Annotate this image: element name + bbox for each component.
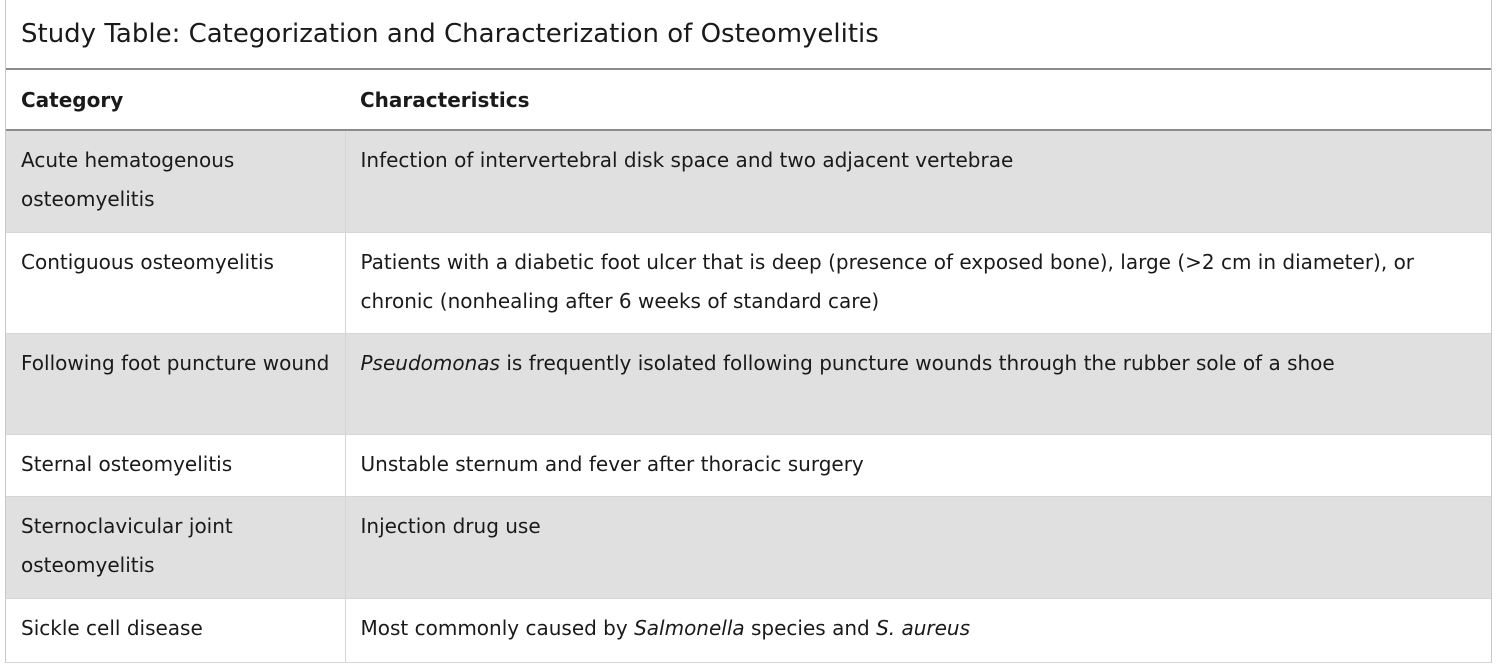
study-table (6, 70, 1491, 663)
characteristics-cell (345, 333, 1491, 434)
table-row (6, 333, 1491, 434)
table-body (6, 130, 1491, 662)
study-table-container (5, 0, 1492, 663)
table-row (6, 598, 1491, 662)
table-row (6, 496, 1491, 598)
characteristics-cell (345, 232, 1491, 333)
organism-name-italic: Salmonella (634, 615, 745, 640)
characteristics-text: Patients with a diabetic foot ulcer that is deep (presence of exposed bone), large (>2 cm in diameter), or chronic (nonhealing after 6 weeks of standard care) (360, 249, 1415, 313)
characteristics-cell (345, 598, 1491, 662)
table-header (6, 70, 1491, 130)
characteristics-text: is frequently isolated following puncture wounds through the rubber sole of a shoe (499, 350, 1335, 375)
characteristics-cell (345, 130, 1491, 232)
category-cell: Contiguous osteomyelitis (6, 232, 345, 333)
characteristics-text: Most commonly caused by (360, 615, 635, 640)
characteristics-text: Infection of intervertebral disk space and two adjacent vertebrae (360, 148, 1014, 172)
category-cell: Sickle cell disease (6, 598, 345, 662)
category-cell: Sternoclavicular joint osteomyelitis (6, 496, 345, 598)
characteristics-cell (345, 434, 1491, 496)
table-row (6, 130, 1491, 232)
organism-name-italic: S. aureus (876, 615, 971, 640)
characteristics-cell (345, 496, 1491, 598)
table-caption: Study Table: Categorization and Characterization of Osteomyelitis (6, 0, 1491, 70)
column-header-characteristics: Characteristics (345, 70, 1491, 130)
characteristics-text: Injection drug use (360, 513, 541, 538)
table-row (6, 232, 1491, 333)
characteristics-text: species and (744, 615, 877, 640)
characteristics-text: Unstable sternum and fever after thoracic surgery (360, 451, 864, 476)
header-row (6, 70, 1491, 130)
organism-name-italic: Pseudomonas (360, 350, 500, 375)
table-row (6, 434, 1491, 496)
category-cell: Sternal osteomyelitis (6, 434, 345, 496)
category-cell: Following foot puncture wound (6, 333, 345, 434)
category-cell: Acute hematogenous osteomyelitis (6, 130, 345, 232)
column-header-category: Category (6, 70, 345, 130)
